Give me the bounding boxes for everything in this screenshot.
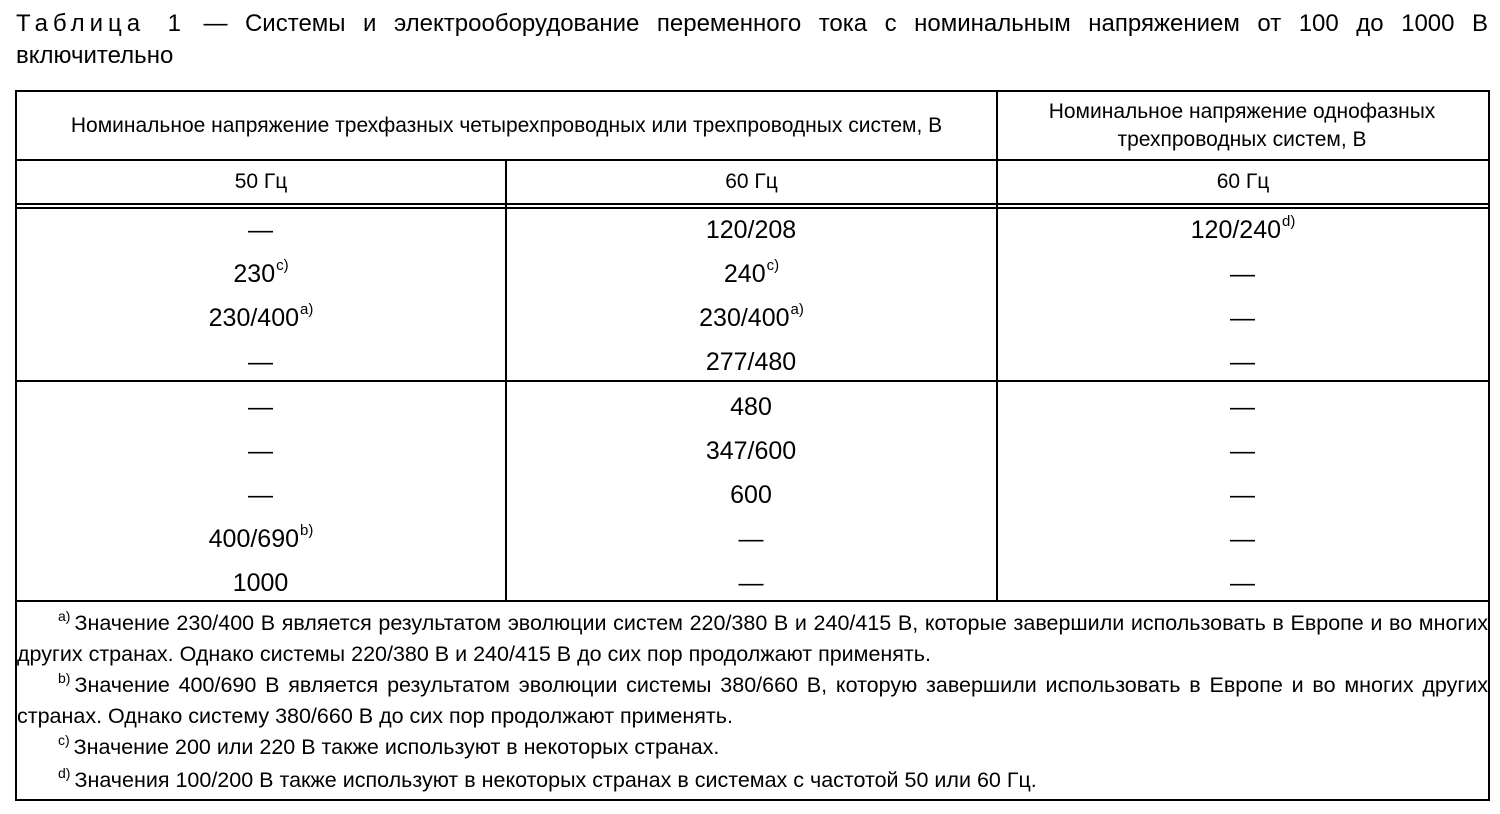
g2-r4-c3: — (1230, 525, 1255, 553)
g2-r5-c3: — (1230, 569, 1255, 597)
voltage-table (15, 90, 1490, 801)
g2-r1-c2: 480 (730, 393, 772, 421)
g2-r2-c3: — (1230, 437, 1255, 465)
subheader-50hz: 50 Гц (234, 170, 288, 193)
g2-r3-c3: — (1230, 481, 1255, 509)
footnote-a (17, 609, 1488, 669)
table-caption-text: — Системы и электрооборудование переменного тока с номинальным напряжением от 100 до 1000 В включительно (16, 10, 1489, 69)
footnote-a-text: Значение 230/400 В является результатом эволюции систем 220/380 В и 240/415 В, которые завершили использовать в Европе и во многих других странах. Однако системы 220/380 В и 240/415 В до сих пор продолжают применять. (17, 611, 1488, 666)
g2-r5-c1: 1000 (232, 569, 289, 597)
g1-r2-c3: — (1230, 260, 1255, 288)
header-single-phase: Номинальное напряжение однофазных трехпроводных систем, В (1048, 99, 1436, 151)
g1-r4-c1: — (248, 348, 273, 376)
g2-r2-c2: 347/600 (705, 437, 797, 465)
footnote-b (17, 671, 1488, 731)
footnote-c-label: c) (58, 732, 70, 748)
footnote-d (17, 766, 1488, 797)
g1-r3-c3: — (1230, 304, 1255, 332)
g2-r4-c1: 400/690$^{b)}$ (208, 522, 314, 553)
g1-r4-c2: 277/480 (705, 348, 797, 376)
g2-r1-c1: — (248, 393, 273, 421)
subheader-60hz-single-phase: 60 Гц (1216, 170, 1270, 193)
g1-r4-c3: — (1230, 348, 1255, 376)
g2-r5-c2: — (738, 569, 764, 597)
g2-r4-c2: — (738, 525, 764, 553)
g1-r1-c1: — (248, 216, 273, 244)
footnote-b-text: Значение 400/690 В является результатом эволюции системы 380/660 В, которую завершили использовать в Европе и во многих других странах. Однако систему 380/660 В до сих пор продолжают применять. (17, 673, 1488, 728)
g2-r3-c2: 600 (730, 481, 772, 509)
footnote-a-label: a) (58, 608, 71, 624)
footnote-d-label: d) (58, 765, 71, 781)
subheader-divider-1 (17, 203, 1488, 205)
g1-r1-c3: 120/240$^{d)}$ (1190, 213, 1296, 244)
g2-r3-c1: — (248, 481, 273, 509)
table-caption (16, 8, 1488, 72)
footnote-d-text: Значения 100/200 В также используют в некоторых странах в системах с частотой 50 или 60 Гц. (74, 768, 1037, 792)
g1-r1-c2: 120/208 (705, 216, 797, 244)
g1-r2-c2: 240$^{c)}$ (723, 257, 780, 288)
footnote-b-label: b) (58, 670, 71, 686)
g2-r1-c3: — (1230, 393, 1255, 421)
subheader-60hz-three-phase: 60 Гц (725, 170, 778, 193)
footnote-c-text: Значение 200 или 220 В также используют в некоторых странах. (73, 735, 720, 759)
g1-r3-c1: 230/400$^{a)}$ (208, 301, 314, 332)
header-three-phase: Номинальное напряжение трехфазных четырехпроводных или трехпроводных систем, В (70, 113, 943, 137)
g2-r2-c1: — (248, 437, 273, 465)
footnote-c (17, 733, 1488, 764)
table-caption-prefix: Таблица 1 (16, 10, 186, 37)
g1-r2-c1: 230$^{c)}$ (233, 257, 289, 288)
g1-r3-c2: 230/400$^{a)}$ (699, 301, 804, 332)
